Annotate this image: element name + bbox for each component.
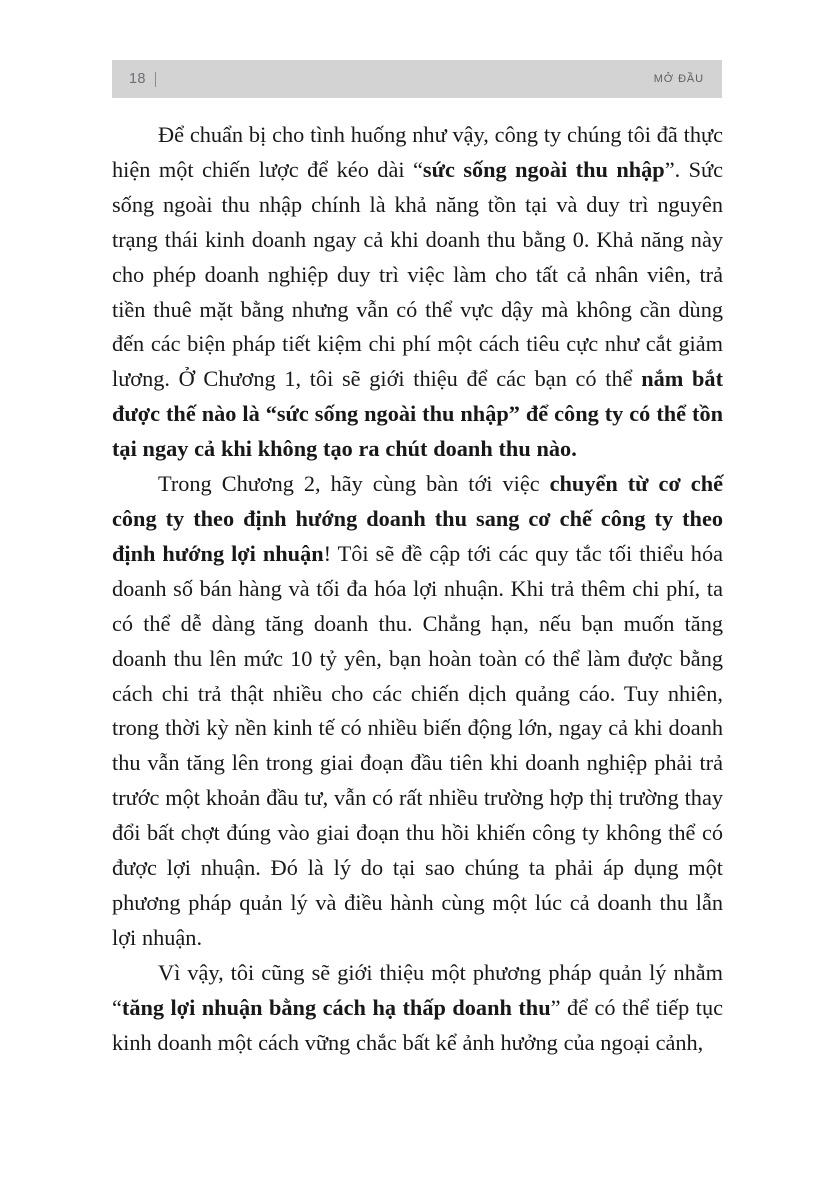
emphasis-run: tăng lợi nhuận bằng cách hạ thấp doanh thu — [121, 994, 551, 1020]
paragraph-3 — [112, 956, 723, 1061]
emphasis-run: nắm bắt được thế nào là “sức sống ngoài thu nhập” để công ty có thể tồn tại ngay cả khi không tạo ra chút doanh thu nào. — [112, 366, 723, 462]
text-run: Để chuẩn bị cho tình huống như vậy, công ty chúng tôi đã thực hiện một chiến lược để kéo dài “ — [112, 122, 723, 182]
text-run: ” để có thể tiếp tục kinh doanh một cách vững chắc bất kể ảnh hưởng của ngoại cảnh, — [112, 994, 723, 1055]
text-run: Trong Chương 2, hãy cùng bàn tới việc — [158, 471, 550, 497]
text-run: ”. Sức sống ngoài thu nhập chính là khả năng tồn tại và duy trì nguyên trạng thái kinh doanh ngay cả khi doanh thu bằng 0. Khả năng này cho phép doanh nghiệp duy trì việc làm cho tất cả nhân viên, trả tiền thuê mặt bằng nhưng vẫn có thể vực dậy mà không cần dùng đến các biện pháp tiết kiệm chi phí một cách tiêu cực như cắt giảm lương. Ở Chương 1, tôi sẽ giới thiệu để các bạn có thể — [112, 156, 723, 392]
emphasis-run: chuyển từ cơ chế công ty theo định hướng doanh thu sang cơ chế công ty theo định hướng lợi nhuận — [112, 471, 723, 566]
running-header — [112, 60, 722, 98]
paragraph-2 — [112, 467, 723, 956]
page-number: 18 — [129, 70, 146, 87]
text-run: ! Tôi sẽ đề cập tới các quy tắc tối thiểu hóa doanh số bán hàng và tối đa hóa lợi nhuận. Khi trả thêm chi phí, ta có thể dễ dàng tăng doanh thu. Chẳng hạn, nếu bạn muốn tăng doanh thu lên mức 10 tỷ yên, bạn hoàn toàn có thể làm được bằng cách chi trả thật nhiều cho các chiến dịch quảng cáo. Tuy nhiên, trong thời kỳ nền kinh tế có nhiều biến động lớn, ngay cả khi doanh thu vẫn tăng lên trong giai đoạn đầu tiên khi doanh nghiệp phải trả trước một khoản đầu tư, vẫn có rất nhiều trường hợp thị trường thay đổi bất chợt đúng vào giai đoạn thu hồi khiến công ty không thể có được lợi nhuận. Đó là lý do tại sao chúng ta phải áp dụng một phương pháp quản lý và điều hành cùng một lúc cả doanh thu lẫn lợi nhuận. — [112, 540, 723, 950]
paragraph-1 — [112, 118, 723, 467]
text-run: Vì vậy, tôi cũng sẽ giới thiệu một phương pháp quản lý nhằm “ — [112, 959, 723, 1020]
header-divider-icon — [155, 72, 156, 87]
emphasis-run: sức sống ngoài thu nhập — [422, 156, 665, 182]
body-text-column — [112, 118, 723, 1060]
running-header-title: MỞ ĐẦU — [653, 72, 704, 85]
running-header-left — [129, 72, 156, 87]
